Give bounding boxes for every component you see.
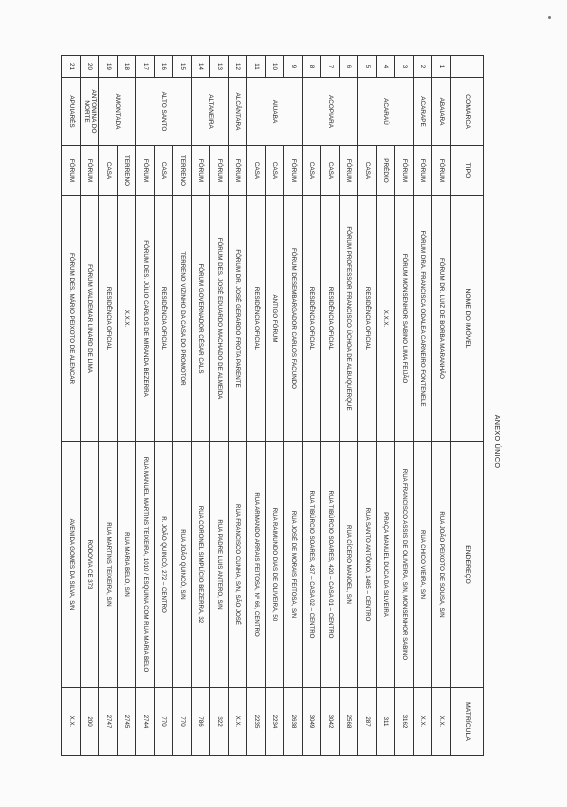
row-tipo: FÓRUM <box>340 146 359 196</box>
row-matricula: 2234 <box>266 688 285 756</box>
row-number: 2 <box>414 56 433 78</box>
row-endereco: RUA PADRE LUIS ANTERO, S/N <box>210 442 229 688</box>
header-row <box>451 56 484 756</box>
row-tipo: FÓRUM <box>210 146 229 196</box>
row-matricula: 3049 <box>303 688 322 756</box>
row-endereco: RUA TIBÚRCIO SOARES, 420 – CASA 01 – CENTRO <box>321 442 340 688</box>
row-number: 21 <box>62 56 81 78</box>
row-tipo: CASA <box>155 146 174 196</box>
table-row <box>247 56 266 756</box>
row-nome: FÓRUM PROFESSOR FRANCISCO ÚCHOA DE ALBUQUERQUE <box>340 196 359 442</box>
row-number: 3 <box>395 56 414 78</box>
row-number: 9 <box>284 56 303 78</box>
row-nome: RESIDÊNCIA OFICIAL <box>247 196 266 442</box>
row-nome: RESIDÊNCIA OFICIAL <box>99 196 118 442</box>
header-endereco: ENDEREÇO <box>451 442 484 688</box>
row-endereco: RUA JOÃO PEIXOTO DE SOUSA, S/N <box>432 442 451 688</box>
row-matricula: 2744 <box>136 688 155 756</box>
row-matricula: X.X. <box>229 688 248 756</box>
row-nome: ANTIGO FÓRUM <box>266 196 285 442</box>
annex-sheet <box>55 55 510 755</box>
row-endereco: RUA RAIMUNDO DIAS DE OLIVEIRA, 50 <box>266 442 285 688</box>
table-body <box>62 56 510 756</box>
row-comarca: ACARAÚ <box>358 78 414 146</box>
row-comarca: ANTONINA DO NORTE <box>81 78 100 146</box>
table-row <box>210 56 229 756</box>
row-tipo: CASA <box>247 146 266 196</box>
row-number: 11 <box>247 56 266 78</box>
row-endereco: RUA CHICO VIEIRA, S/N <box>414 442 433 688</box>
row-matricula: 2745 <box>118 688 137 756</box>
row-number: 18 <box>118 56 137 78</box>
row-matricula: X.X. <box>62 688 81 756</box>
row-nome: RESIDÊNCIA OFICIAL <box>303 196 322 442</box>
header-nome: NOME DO IMÓVEL <box>451 196 484 442</box>
table-row <box>414 56 433 756</box>
property-table <box>62 55 511 756</box>
row-comarca: ALCÂNTARA <box>229 78 248 146</box>
row-matricula: 2568 <box>340 688 359 756</box>
table-row <box>155 56 174 756</box>
table-row <box>173 56 192 756</box>
row-endereco: AVENIDA GOMES DA SILVA, S/N <box>62 442 81 688</box>
table-row <box>321 56 340 756</box>
row-tipo: FÓRUM <box>229 146 248 196</box>
table-row <box>340 56 359 756</box>
row-number: 13 <box>210 56 229 78</box>
table-row <box>303 56 322 756</box>
table-row <box>99 56 118 756</box>
row-endereco: RODOVIA CE 373 <box>81 442 100 688</box>
row-endereco: RUA CÍCERO MANOEL, S/N <box>340 442 359 688</box>
row-matricula: 3042 <box>321 688 340 756</box>
row-matricula: 2747 <box>99 688 118 756</box>
row-tipo: FÓRUM <box>81 146 100 196</box>
row-nome: TERRENO VIZINHO DA CASA DO PROMOTOR <box>173 196 192 442</box>
table-row <box>136 56 155 756</box>
row-matricula: 311 <box>377 688 396 756</box>
table-row <box>395 56 414 756</box>
row-number: 1 <box>432 56 451 78</box>
row-nome: FÓRUM DES. JOSÉ EDUARDO MACHADO DE ALMEIDA <box>210 196 229 442</box>
row-endereco: RUA JOSÉ DE MORAIS FEITOSA, S/N <box>284 442 303 688</box>
row-tipo: CASA <box>99 146 118 196</box>
row-nome: X.X.X. <box>377 196 396 442</box>
row-endereco: RUA MARTINS TEIXEIRA, S/N <box>99 442 118 688</box>
title-row <box>484 56 511 756</box>
row-number: 17 <box>136 56 155 78</box>
row-endereco: RUA SANTO ANTÔNIO, 1485 – CENTRO <box>358 442 377 688</box>
row-matricula: 2638 <box>284 688 303 756</box>
row-matricula: 2235 <box>247 688 266 756</box>
row-matricula: 786 <box>192 688 211 756</box>
row-tipo: CASA <box>266 146 285 196</box>
row-endereco: RUA ARMANDO ARRAIS FEITOSA, Nº 66, CENTRO <box>247 442 266 688</box>
row-nome: FÓRUM MONSENHOR SABINO LIMA FEIJÃO <box>395 196 414 442</box>
row-tipo: TERRENO <box>118 146 137 196</box>
row-nome: FÓRUM DR. LUIZ DE BORBA MARANHÃO <box>432 196 451 442</box>
table-row <box>377 56 396 756</box>
row-number: 12 <box>229 56 248 78</box>
row-tipo: FÓRUM <box>395 146 414 196</box>
table-row <box>358 56 377 756</box>
row-number: 6 <box>340 56 359 78</box>
row-endereco: RUA MANUEL MARTINS TEIXEIRA, 1010 / ESQUINA COM RUA MARIA BELO <box>136 442 155 688</box>
table-row <box>229 56 248 756</box>
row-nome: FÓRUM VALDEMAR LINARD DE LIMA <box>81 196 100 442</box>
table-row <box>432 56 451 756</box>
row-matricula: 200 <box>81 688 100 756</box>
row-number: 7 <box>321 56 340 78</box>
row-nome: RESIDÊNCIA OFICIAL <box>321 196 340 442</box>
row-comarca: ACARAPE <box>414 78 433 146</box>
row-nome: FÓRUM DRA. FRANCISCA ODALEA CARNEIRO FONTENELE <box>414 196 433 442</box>
table-row <box>266 56 285 756</box>
row-number: 14 <box>192 56 211 78</box>
header-tipo: TIPO <box>451 146 484 196</box>
row-comarca: ALTO SANTO <box>136 78 192 146</box>
row-tipo: FÓRUM <box>136 146 155 196</box>
header-comarca: COMARCA <box>451 78 484 146</box>
table-row <box>81 56 100 756</box>
row-number: 10 <box>266 56 285 78</box>
row-comarca: AIUABA <box>247 78 303 146</box>
row-matricula: X.X. <box>432 688 451 756</box>
row-matricula: 770 <box>155 688 174 756</box>
row-number: 15 <box>173 56 192 78</box>
table-row <box>284 56 303 756</box>
row-endereco: RUA FRANCISCO ASSIS DE OLIVEIRA, S/N, MONSENHOR SABINO <box>395 442 414 688</box>
row-tipo: CASA <box>321 146 340 196</box>
document-title: ANEXO ÚNICO <box>484 196 511 688</box>
row-nome: RESIDÊNCIA OFICIAL <box>358 196 377 442</box>
header-num <box>451 56 484 78</box>
row-comarca: ABAIARA <box>432 78 451 146</box>
row-tipo: FÓRUM <box>432 146 451 196</box>
header-matricula: MATRÍCULA <box>451 688 484 756</box>
row-number: 19 <box>99 56 118 78</box>
row-nome: FÓRUM DES. JÚLIO CARLOS DE MIRANDA BEZERRA <box>136 196 155 442</box>
row-matricula: 3162 <box>395 688 414 756</box>
row-number: 4 <box>377 56 396 78</box>
row-nome: FÓRUM DES. MÁRIO PEIXOTO DE ALENCAR <box>62 196 81 442</box>
table-row <box>62 56 81 756</box>
row-nome: X.X.X. <box>118 196 137 442</box>
row-comarca: ACOPIARA <box>303 78 359 146</box>
scan-speck <box>548 16 551 19</box>
row-matricula: 322 <box>210 688 229 756</box>
row-nome: FÓRUM GOVERNADOR CÉSAR CALS <box>192 196 211 442</box>
row-tipo: FÓRUM <box>284 146 303 196</box>
row-endereco: R. JOÃO QUINCÓ, 272 – CENTRO <box>155 442 174 688</box>
row-endereco: RUA JOÃO QUINCÓ, S/N <box>173 442 192 688</box>
row-comarca: ALTANEIRA <box>192 78 229 146</box>
row-endereco: PRAÇA MANUEL DUCA DA SILVEIRA <box>377 442 396 688</box>
row-tipo: FÓRUM <box>414 146 433 196</box>
row-matricula: 287 <box>358 688 377 756</box>
row-endereco: RUA TIBÚRCIO SOARES, 437 – CASA 02 – CENTRO <box>303 442 322 688</box>
row-number: 20 <box>81 56 100 78</box>
row-nome: FÓRUM DESEMBARGADOR CARLOS FACUNDO <box>284 196 303 442</box>
row-tipo: PRÉDIO <box>377 146 396 196</box>
table-row <box>192 56 211 756</box>
row-matricula: X.X. <box>414 688 433 756</box>
row-endereco: RUA FRANCISCO CUNHA, S/N, SÃO JOSÉ <box>229 442 248 688</box>
row-matricula: 770 <box>173 688 192 756</box>
row-number: 5 <box>358 56 377 78</box>
row-number: 16 <box>155 56 174 78</box>
row-comarca: APUIARÉS <box>62 78 81 146</box>
row-nome: FÓRUM DR. JOSÉ GERARDO FROTA PARENTE <box>229 196 248 442</box>
row-tipo: FÓRUM <box>62 146 81 196</box>
row-tipo: TERRENO <box>173 146 192 196</box>
table-row <box>118 56 137 756</box>
row-number: 8 <box>303 56 322 78</box>
row-endereco: RUA MARIA BELO, S/N <box>118 442 137 688</box>
row-tipo: CASA <box>358 146 377 196</box>
row-tipo: CASA <box>303 146 322 196</box>
row-tipo: FÓRUM <box>192 146 211 196</box>
row-comarca: AMONTADA <box>99 78 136 146</box>
row-endereco: RUA CORONEL SIMPLÍCIO BEZERRA, 32 <box>192 442 211 688</box>
row-nome: RESIDÊNCIA OFICIAL <box>155 196 174 442</box>
